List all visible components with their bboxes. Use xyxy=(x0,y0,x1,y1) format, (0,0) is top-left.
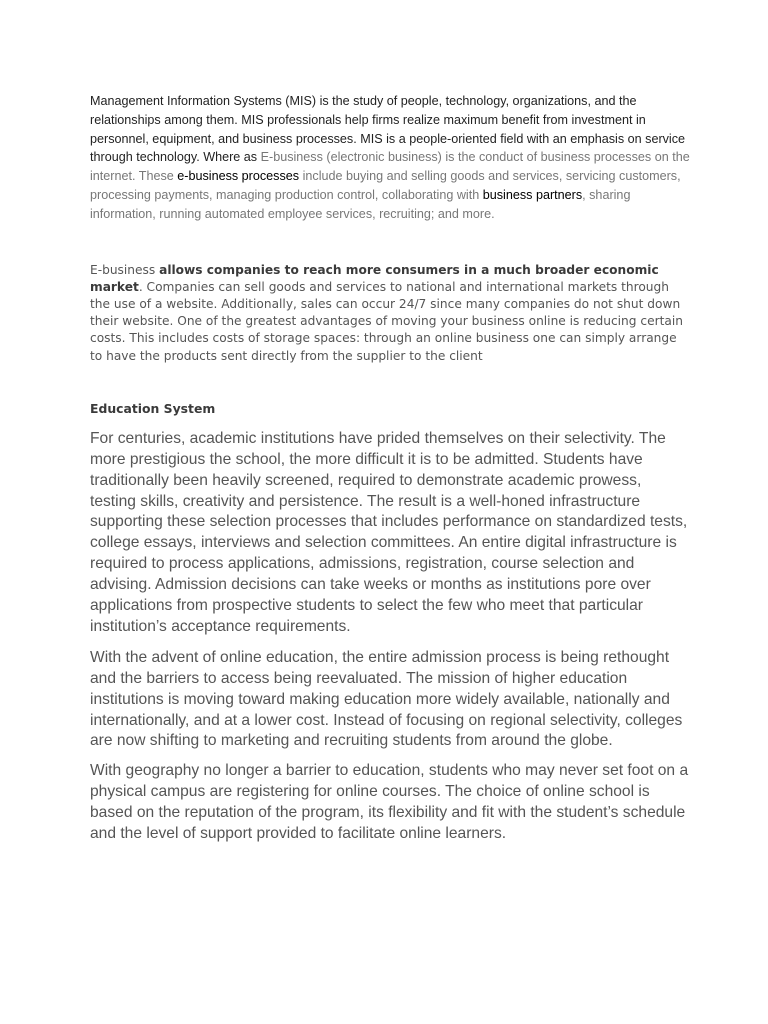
ebusiness-paragraph xyxy=(90,262,690,365)
mis-paragraph xyxy=(90,92,690,224)
document-page xyxy=(90,92,690,845)
ebusiness-bold-text: allows companies to reach more consumers in a much broader economic market xyxy=(90,262,659,294)
education-paragraph-1: For centuries, academic institutions have prided themselves on their selectivity. The more prestigious the school, the more difficult it is to be admitted. Students have traditionally been heavily screened, required to demonstrate academic prowess, testing skills, creativity and persistence. The result is a well-honed infrastructure supporting these selection processes that includes performance on standardized tests, college essays, interviews and selection committees. An entire digital infrastructure is required to process applications, admissions, registration, course selection and advising. Admission decisions can take weeks or months as institutions pore over applications from prospective students to select the few who meet that particular institution’s acceptance requirements. xyxy=(90,429,688,635)
ebusiness-tail-text: , sharing information, running automated employee services, recruiting; and more. xyxy=(90,187,631,221)
ebusiness-processes-text: include buying and selling goods and services, servicing customers, processing payments, managing production control, collaborating with xyxy=(90,169,681,202)
business-partners-link[interactable]: business partners xyxy=(482,187,583,202)
ebusiness-processes-link[interactable]: e-business processes xyxy=(177,169,300,184)
section-heading: Education System xyxy=(90,400,216,416)
ebusiness-definition-text: E-business (electronic business) is the conduct of business processes on the internet. These xyxy=(90,150,690,184)
education-paragraph-3: With geography no longer a barrier to education, students who may never set foot on a physical campus are registering for online courses. The choice of online school is based on the reputation of the program, its flexibility and fit with the student’s schedule and the level of support provided to facilitate online learners. xyxy=(90,762,689,843)
education-paragraph-2: With the advent of online education, the entire admission process is being rethought and the barriers to access being reevaluated. The mission of higher education institutions is moving toward making education more widely available, nationally and internationally, and at a lower cost. Instead of focusing on regional selectivity, colleges are now shifting to marketing and recruiting students from around the globe. xyxy=(90,648,683,750)
ebusiness-lead-text: E-business xyxy=(90,262,160,277)
mis-text: Management Information Systems (MIS) is the study of people, technology, organizations, and the relationships among them. MIS professionals help firms realize maximum benefit from investment in personnel, equipment, and business processes. MIS is a people-oriented field with an emphasis on service through technology. Where as xyxy=(90,94,686,165)
ebusiness-body-text: . Companies can sell goods and services to national and international markets through the use of a website. Additionally, sales can occur 24/7 since many companies do not shut down their website. One of the greatest advantages of moving your business online is reducing certain costs. This includes costs of storage spaces: through an online business one can simply arrange to have the products sent directly from the supplier to the client xyxy=(90,279,683,363)
